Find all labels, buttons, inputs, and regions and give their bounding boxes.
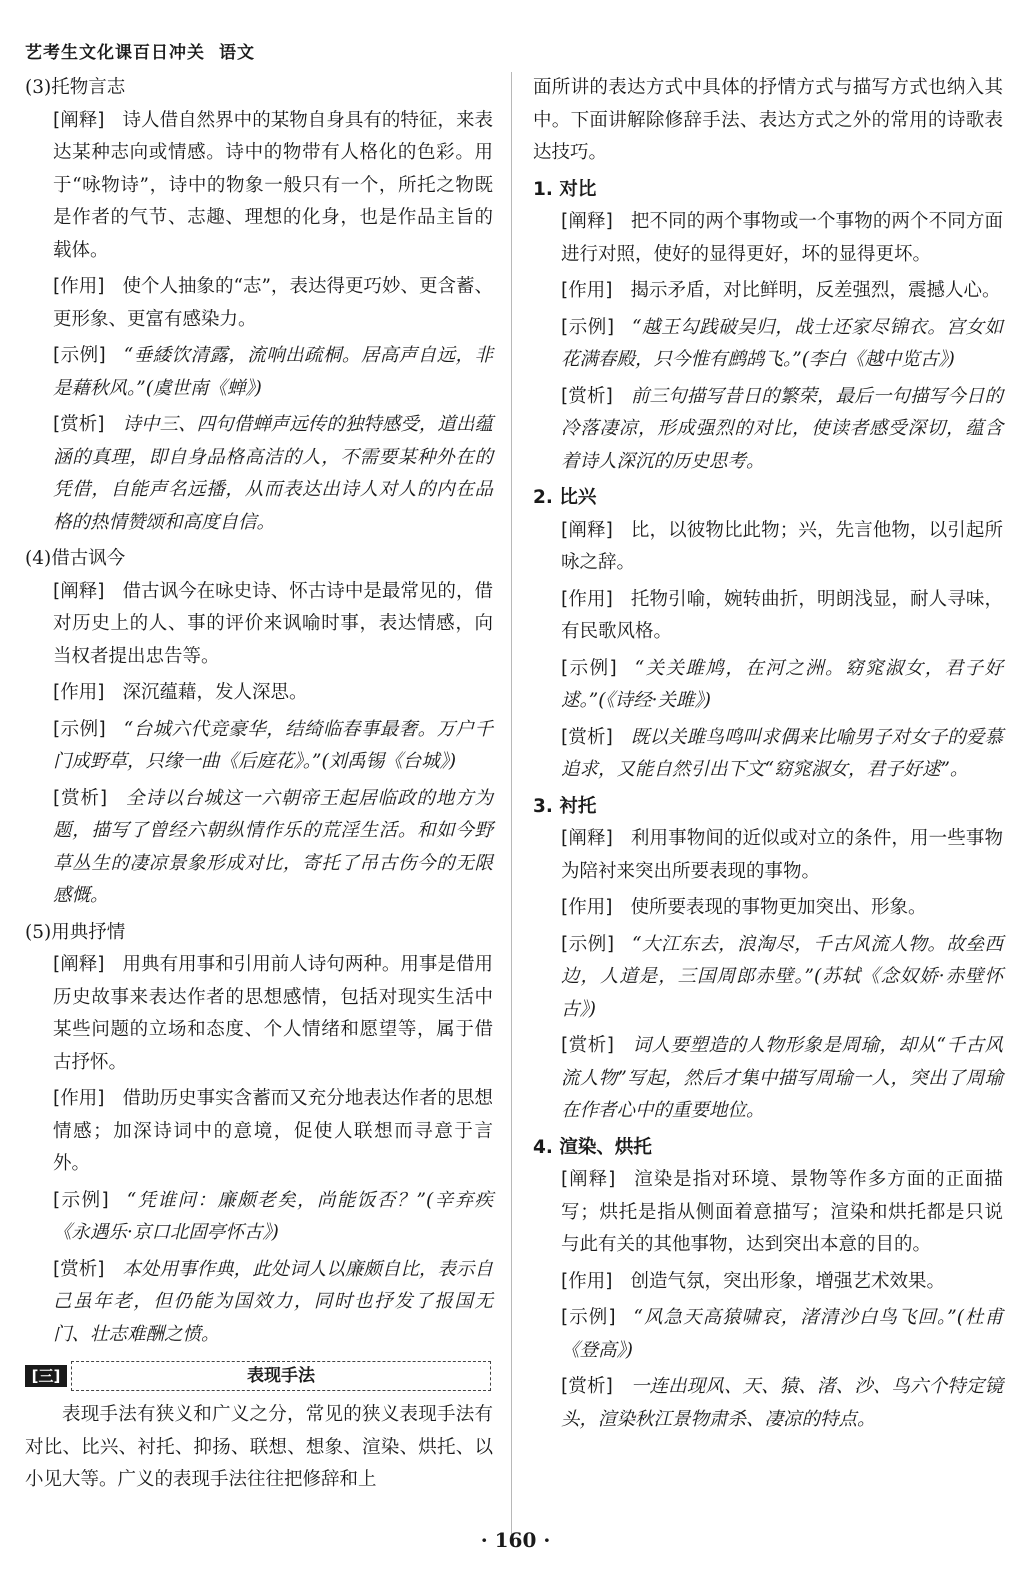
example-tag: [示例]	[561, 657, 617, 679]
explain-block	[25, 576, 493, 674]
example-tag: [示例]	[53, 718, 106, 740]
analysis-block	[533, 722, 1003, 787]
explain-block	[533, 515, 1003, 580]
effect-block	[533, 584, 1003, 649]
running-header	[25, 38, 255, 63]
example-text: “大江东去，浪淘尽，千古风流人物。故垒西边，人道是，三国周郎赤壁。”(苏轼《念奴娇·赤壁怀古》)	[561, 933, 1003, 1020]
section-intro-continued: 面所讲的表达方式中具体的抒情方式与描写方式也纳入其中。下面讲解除修辞手法、表达方式之外的常用的诗歌表达技巧。	[533, 77, 1003, 163]
explain-tag: [阐释]	[53, 954, 105, 975]
explain-block	[25, 105, 493, 268]
example-text: “台城六代竞豪华，结绮临春事最奢。万户千门成野草，只缘一曲《后庭花》。”(刘禹锡《台城》)	[53, 718, 493, 772]
example-tag: [示例]	[561, 1307, 616, 1328]
effect-tag: [作用]	[561, 897, 613, 918]
effect-text: 揭示矛盾，对比鲜明，反差强烈，震撼人心。	[630, 280, 1001, 301]
analysis-tag: [赏析]	[53, 414, 105, 435]
example-block	[533, 312, 1003, 377]
example-text: “越王勾践破吴归，战士还家尽锦衣。宫女如花满春殿，只今惟有鹧鸪飞。”(李白《越中览古》)	[561, 316, 1003, 370]
book-title: 艺考生文化课百日冲关	[25, 43, 205, 63]
explain-block	[25, 949, 493, 1079]
explain-text: 利用事物间的近似或对立的条件，用一些事物为陪衬来突出所要表现的事物。	[561, 828, 1003, 882]
analysis-block	[25, 409, 493, 539]
explain-tag: [阐释]	[561, 519, 613, 541]
explain-tag: [阐释]	[561, 828, 613, 849]
technique-title: 1. 对比	[533, 178, 597, 200]
example-text: “风急天高猿啸哀，渚清沙白鸟飞回。”(杜甫《登高》)	[561, 1307, 1003, 1361]
analysis-text: 本处用事作典，此处词人以廉颇自比，表示自己虽年老，但仍能为国效力，同时也抒发了报国无门、壮志难酬之愤。	[53, 1258, 493, 1345]
effect-tag: [作用]	[53, 682, 105, 703]
example-block	[25, 1185, 493, 1250]
explain-text: 诗人借自然界中的某物自身具有的特征，来表达某种志向或情感。诗中的物带有人格化的色彩。用于“咏物诗”，诗中的物象一般只有一个，所托之物既是作者的气节、志趣、理想的化身，也是作品主旨的载体。	[53, 109, 493, 261]
effect-text: 创造气氛，突出形象，增强艺术效果。	[630, 1270, 945, 1292]
effect-text: 托物引喻，婉转曲折，明朗浅显，耐人寻味，有民歌风格。	[561, 588, 1003, 642]
column-divider	[511, 72, 512, 1542]
effect-tag: [作用]	[53, 1088, 105, 1109]
page-number: · 160 ·	[480, 1528, 551, 1552]
section-title: 表现手法	[71, 1361, 491, 1391]
explain-tag: [阐释]	[561, 211, 613, 232]
analysis-text: 全诗以台城这一六朝帝王起居临政的地方为题，描写了曾经六朝纵情作乐的荒淫生活。和如今野草丛生的凄凉景象形成对比，寄托了吊古伤今的无限感慨。	[53, 787, 493, 906]
analysis-text: 诗中三、四句借蝉声远传的独特感受，道出蕴涵的真理，即自身品格高洁的人，不需要某种外在的凭借，自能声名远播，从而表达出诗人对人的内在品格的热情赞颂和高度自信。	[53, 414, 493, 533]
explain-text: 借古讽今在咏史诗、怀古诗中是最常见的，借对历史上的人、事的评价来讽喻时事，表达情感，向当权者提出忠告等。	[53, 580, 493, 667]
effect-tag: [作用]	[561, 1270, 613, 1292]
example-tag: [示例]	[53, 345, 106, 366]
effect-block	[25, 271, 493, 336]
example-tag: [示例]	[561, 316, 615, 338]
subsection-title: (3)托物言志	[25, 77, 126, 98]
technique-title: 2. 比兴	[533, 487, 597, 508]
effect-block	[25, 1083, 493, 1181]
explain-tag: [阐释]	[53, 580, 105, 602]
analysis-tag: [赏析]	[561, 385, 613, 407]
effect-tag: [作用]	[53, 276, 105, 297]
analysis-text: 前三句描写昔日的繁荣，最后一句描写今日的冷落凄凉，形成强烈的对比，使读者感受深切，蕴含着诗人深沉的历史思考。	[561, 385, 1003, 472]
explain-block	[533, 206, 1003, 271]
example-text: “垂緌饮清露，流响出疏桐。居高声自远，非是藉秋风。”(虞世南《蝉》)	[53, 345, 493, 399]
effect-text: 使个人抽象的“志”，表达得更巧妙、更含蓄、更形象、更富有感染力。	[53, 276, 493, 330]
example-block	[533, 653, 1003, 718]
explain-block	[533, 823, 1003, 888]
example-block	[25, 340, 493, 405]
effect-text: 深沉蕴藉，发人深思。	[122, 682, 308, 703]
analysis-block	[533, 1030, 1003, 1128]
section-number-badge: [三]	[25, 1365, 67, 1387]
analysis-tag: [赏析]	[561, 726, 613, 748]
effect-tag: [作用]	[561, 280, 613, 301]
left-column	[25, 72, 493, 1501]
example-text: “关关雎鸠，在河之洲。窈窕淑女，君子好逑。”(《诗经·关雎》)	[561, 657, 1003, 711]
effect-tag: [作用]	[561, 588, 613, 610]
analysis-block	[533, 381, 1003, 479]
effect-block	[25, 677, 493, 710]
effect-text: 借助历史事实含蓄而又充分地表达作者的思想情感；加深诗词中的意境，促使人联想而寻意于言外。	[53, 1088, 493, 1174]
explain-text: 渲染是指对环境、景物等作多方面的正面描写；烘托是指从侧面着意描写；渲染和烘托都是只说与此有关的其他事物，达到突出本意的目的。	[561, 1169, 1003, 1255]
analysis-block	[533, 1371, 1003, 1436]
example-block	[533, 929, 1003, 1027]
analysis-text: 一连出现风、天、猿、渚、沙、鸟六个特定镜头，渲染秋江景物肃杀、凄凉的特点。	[561, 1376, 1003, 1430]
example-tag: [示例]	[561, 933, 615, 955]
explain-tag: [阐释]	[53, 109, 105, 131]
analysis-text: 词人要塑造的人物形象是周瑜，却从“千古风流人物”写起，然后才集中描写周瑜一人，突出了周瑜在作者心中的重要地位。	[561, 1035, 1003, 1121]
analysis-tag: [赏析]	[53, 1258, 105, 1280]
section-heading	[25, 1361, 493, 1391]
right-column	[533, 72, 1003, 1440]
analysis-block	[25, 1254, 493, 1352]
example-block	[25, 714, 493, 779]
example-block	[533, 1302, 1003, 1367]
example-text: “凭谁问：廉颇老矣，尚能饭否？”(辛弃疾《永遇乐·京口北固亭怀古》)	[53, 1189, 493, 1243]
explain-text: 把不同的两个事物或一个事物的两个不同方面进行对照，使好的显得更好，坏的显得更坏。	[561, 211, 1003, 265]
subsection-title: (4)借古讽今	[25, 548, 126, 569]
subject-label: 语文	[219, 43, 255, 63]
effect-text: 使所要表现的事物更加突出、形象。	[630, 897, 927, 918]
explain-block	[533, 1164, 1003, 1262]
analysis-text: 既以关雎鸟鸣叫求偶来比喻男子对女子的爱慕追求，又能自然引出下文“窈窕淑女，君子好逑”。	[561, 726, 1003, 780]
effect-block	[533, 275, 1003, 308]
analysis-tag: [赏析]	[561, 1035, 614, 1056]
effect-block	[533, 1266, 1003, 1299]
technique-title: 4. 渲染、烘托	[533, 1136, 652, 1158]
subsection-title: (5)用典抒情	[25, 921, 126, 943]
section-intro: 表现手法有狭义和广义之分，常见的狭义表现手法有对比、比兴、衬托、抑扬、联想、想象、渲染、烘托、以小见大等。广义的表现手法往往把修辞和上	[25, 1404, 493, 1490]
analysis-tag: [赏析]	[561, 1376, 613, 1397]
example-tag: [示例]	[53, 1189, 109, 1211]
explain-text: 比，以彼物比此物；兴，先言他物，以引起所咏之辞。	[561, 519, 1003, 573]
technique-title: 3. 衬托	[533, 795, 597, 817]
analysis-block	[25, 783, 493, 913]
analysis-tag: [赏析]	[53, 787, 108, 809]
effect-block	[533, 892, 1003, 925]
explain-tag: [阐释]	[561, 1169, 616, 1190]
explain-text: 用典有用事和引用前人诗句两种。用事是借用历史故事来表达作者的思想感情，包括对现实生活中某些问题的立场和态度、个人情绪和愿望等，属于借古抒怀。	[53, 954, 493, 1073]
